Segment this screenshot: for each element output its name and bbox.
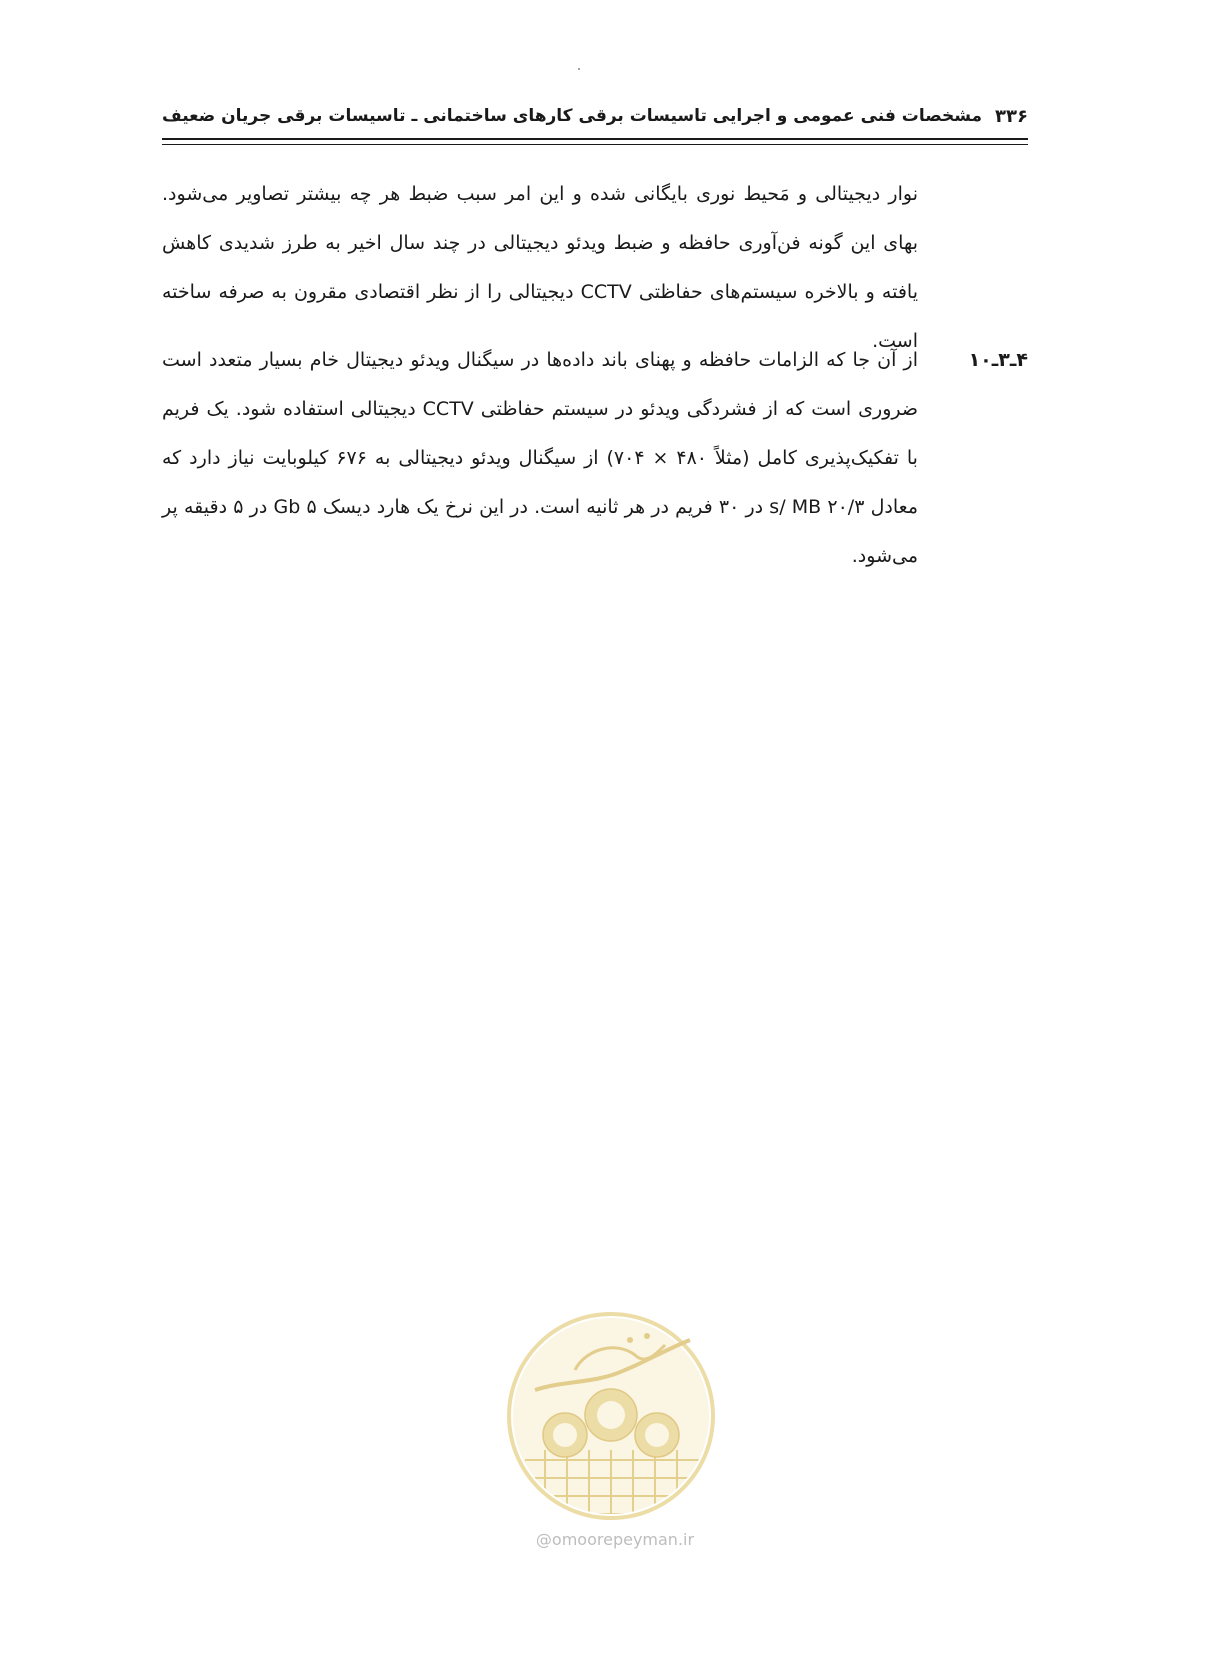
header-rule-thick (162, 138, 1028, 140)
running-title: مشخصات فنی عمومی و اجرایی تاسیسات برقی کارهای ساختمانی ـ تاسیسات برقی جریان ضعیف (162, 106, 983, 126)
page-number: ۳۳۶ (995, 106, 1028, 127)
page-header (162, 104, 1028, 138)
watermark-url: @omoorepeyman.ir (535, 1530, 695, 1549)
section-number: ۴ـ۳ـ۱۰ (968, 349, 1028, 371)
scan-speck (578, 68, 580, 70)
header-rule-thin (162, 144, 1028, 145)
body-paragraph-section: از آن جا که الزامات حافظه و پهنای باند داده‌ها در سیگنال ویدئو دیجیتال خام بسیار متعدد است ضروری است که از فشردگی ویدئو در سیستم حفاظتی CCTV دیجیتالی استفاده شود. یک فریم با تفکیک‌پذیری کامل (مثلاً ۴۸۰ × ۷۰۴) از سیگنال ویدئو دیجیتالی به ۶۷۶ کیلوبایت نیاز دارد که معادل s/ MB ۲۰/۳ در ۳۰ فریم در هر ثانیه است. در این نرخ یک هارد دیسک Gb ۵ در ۵ دقیقه پر می‌شود. (162, 349, 919, 567)
watermark-logo-icon (505, 1310, 717, 1522)
body-paragraph-continued: نوار دیجیتالی و مَحیط نوری بایگانی شده و این امر سبب ضبط هر چه بیشتر تصاویر می‌شود. بهای این گونه فن‌آوری حافظه و ضبط ویدئو دیجیتالی در چند سال اخیر به طرز شدیدی کاهش یافته و بالاخره سیستم‌های حفاظتی CCTV دیجیتالی را از نظر اقتصادی مقرون به صرفه ساخته است. (162, 183, 918, 352)
